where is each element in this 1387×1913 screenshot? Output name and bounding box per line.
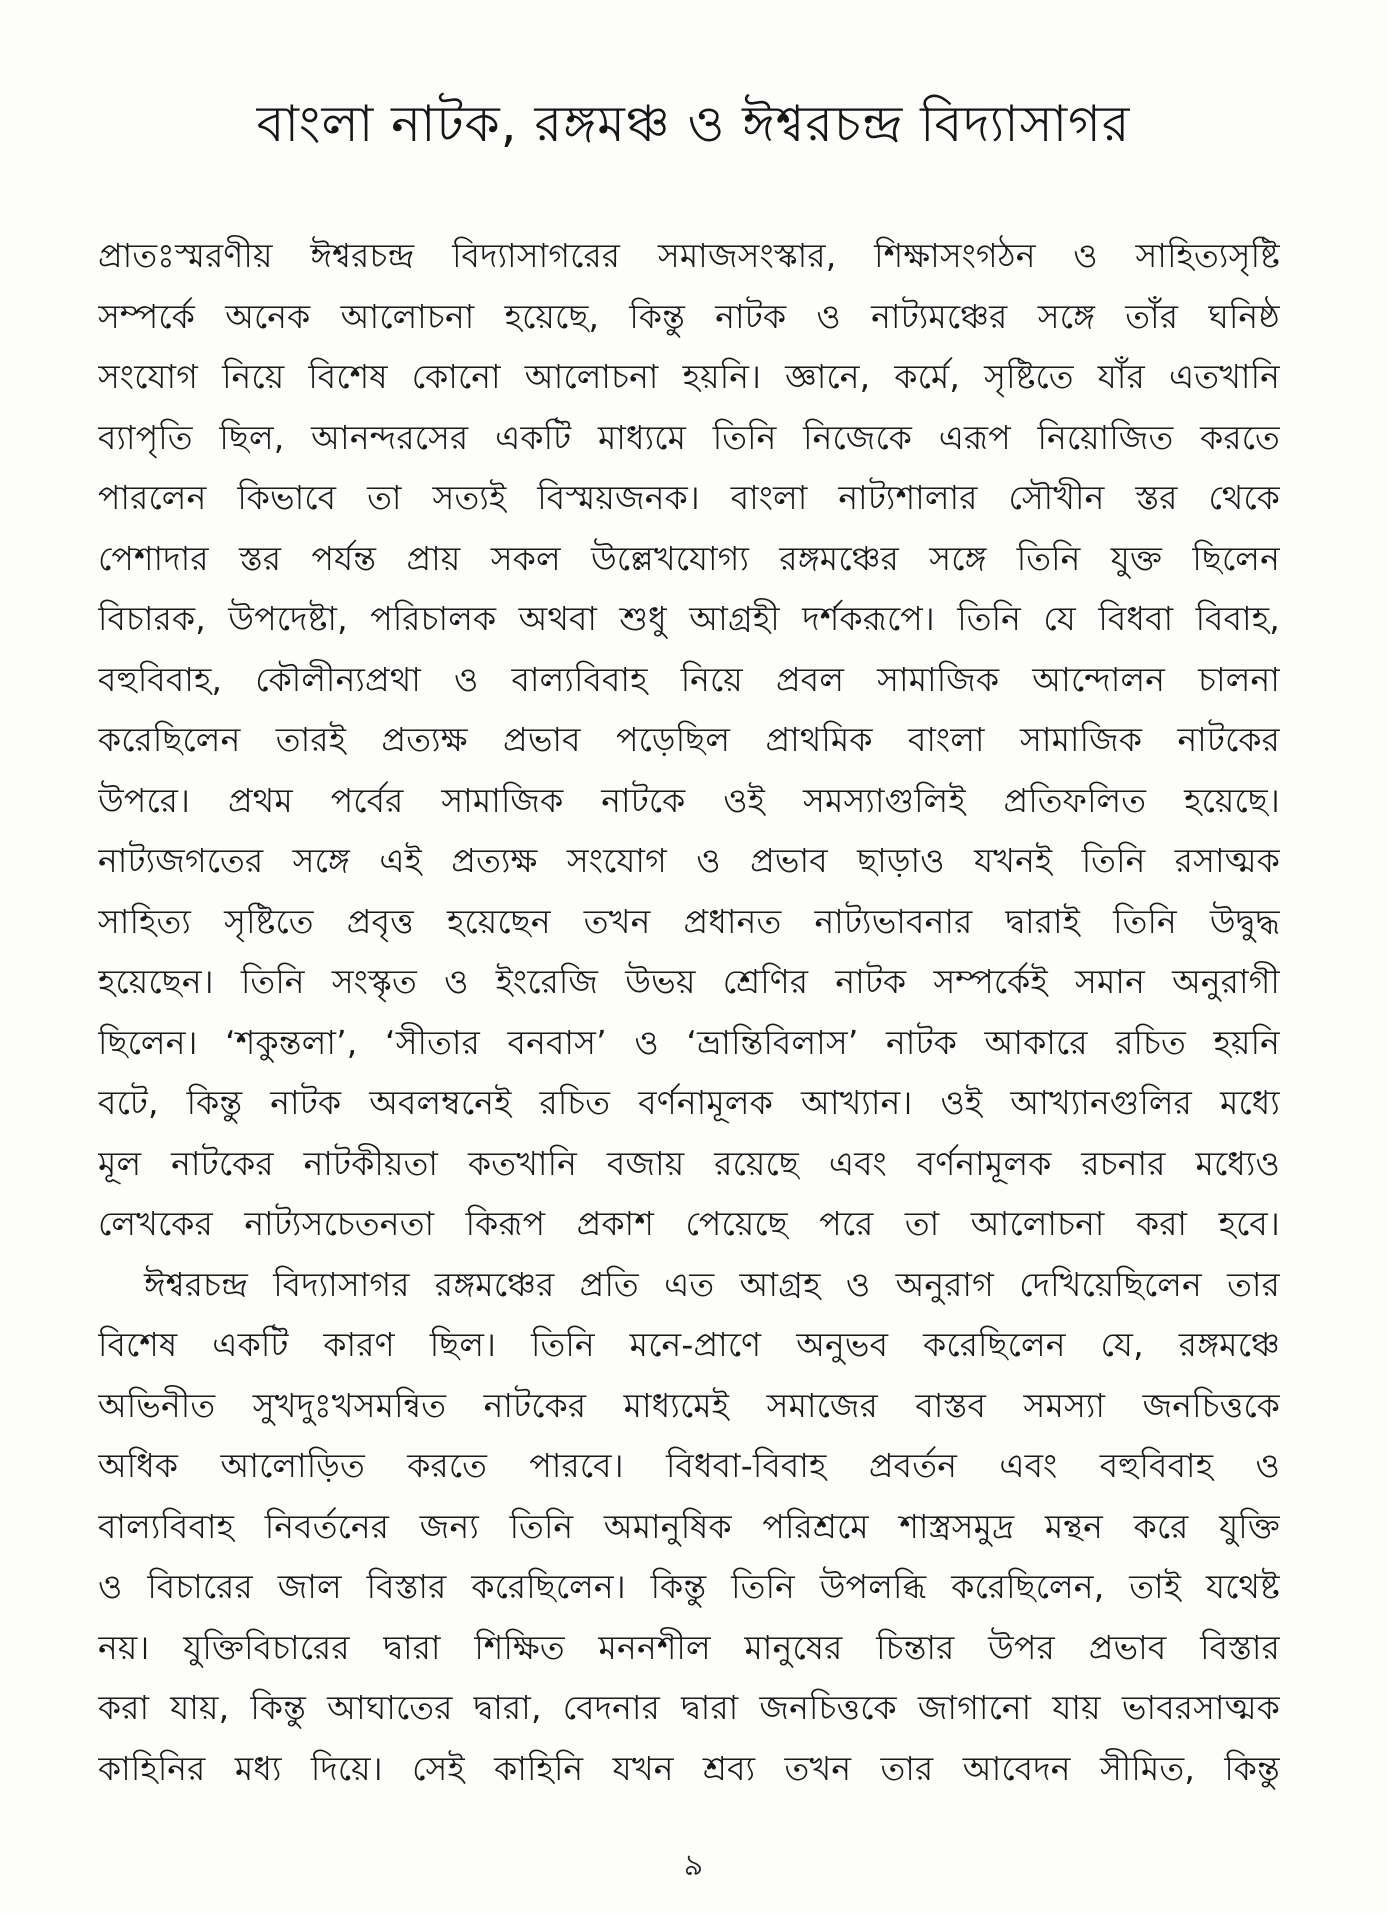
text-line: লেখকের নাট্যসচেতনতা কিরূপ প্রকাশ পেয়েছে পরে তা আলোচনা করা হবে। (98, 1204, 1280, 1243)
text-line: নয়। যুক্তিবিচারের দ্বারা শিক্ষিত মননশীল মানুষের চিন্তার উপর প্রভাব বিস্তার (98, 1627, 1280, 1667)
chapter-title: বাংলা নাটক, রঙ্গমঞ্চ ও ঈশ্বরচন্দ্র বিদ্যাসাগর (256, 95, 1131, 153)
text-line: অভিনীত সুখদুঃখসমন্বিত নাটকের মাধ্যমেই সমাজের বাস্তব সমস্যা জনচিত্তকে (98, 1385, 1280, 1425)
text-line: ছিলেন। ‘শকুন্তলা’, ‘সীতার বনবাস’ ও ‘ভ্রান্তিবিলাস’ নাটক আকারে রচিত হয়নি (98, 1022, 1280, 1062)
text-line: ঈশ্বরচন্দ্র বিদ্যাসাগর রঙ্গমঞ্চের প্রতি এত আগ্রহ ও অনুরাগ দেখিয়েছিলেন তার (144, 1264, 1280, 1304)
text-line: করা যায়, কিন্তু আঘাতের দ্বারা, বেদনার দ্বারা জনচিত্তকে জাগানো যায় ভাবরসাত্মক (98, 1688, 1280, 1727)
text-line: নাট্যজগতের সঙ্গে এই প্রত্যক্ষ সংযোগ ও প্রভাব ছাড়াও যখনই তিনি রসাত্মক (98, 841, 1280, 880)
text-line: পারলেন কিভাবে তা সত্যই বিস্ময়জনক। বাংলা নাট্যশালার সৌখীন স্তর থেকে (98, 478, 1280, 517)
text-line: পেশাদার স্তর পর্যন্ত প্রায় সকল উল্লেখযোগ্য রঙ্গমঞ্চের সঙ্গে তিনি যুক্ত ছিলেন (98, 538, 1280, 578)
text-line: বিশেষ একটি কারণ ছিল। তিনি মনে-প্রাণে অনুভব করেছিলেন যে, রঙ্গমঞ্চে (98, 1325, 1280, 1364)
text-line: মূল নাটকের নাটকীয়তা কতখানি বজায় রয়েছে এবং বর্ণনামূলক রচনার মধ্যেও (98, 1143, 1280, 1183)
text-line: সংযোগ নিয়ে বিশেষ কোনো আলোচনা হয়নি। জ্ঞানে, কর্মে, সৃষ্টিতে যাঁর এতখানি (98, 357, 1280, 396)
text-line: বহুবিবাহ, কৌলীন্যপ্রথা ও বাল্যবিবাহ নিয়ে প্রবল সামাজিক আন্দোলন চালনা (98, 659, 1280, 699)
text-line: ও বিচারের জাল বিস্তার করেছিলেন। কিন্তু তিনি উপলব্ধি করেছিলেন, তাই যথেষ্ট (98, 1567, 1280, 1606)
text-line: সাহিত্য সৃষ্টিতে প্রবৃত্ত হয়েছেন তখন প্রধানত নাট্যভাবনার দ্বারাই তিনি উদ্বুদ্ধ (98, 901, 1280, 941)
text-line: সম্পর্কে অনেক আলোচনা হয়েছে, কিন্তু নাটক ও নাট্যমঞ্চের সঙ্গে তাঁর ঘনিষ্ঠ (98, 296, 1280, 336)
text-line: বাল্যবিবাহ নিবর্তনের জন্য তিনি অমানুষিক পরিশ্রমে শাস্ত্রসমুদ্র মন্থন করে যুক্তি (98, 1506, 1280, 1546)
text-line: অধিক আলোড়িত করতে পারবে। বিধবা-বিবাহ প্রবর্তন এবং বহুবিবাহ ও (98, 1446, 1280, 1485)
text-line: ব্যাপৃতি ছিল, আনন্দরসের একটি মাধ্যমে তিনি নিজেকে এরূপ নিয়োজিত করতে (98, 417, 1280, 457)
body-text (98, 226, 1280, 1799)
text-line: বিচারক, উপদেষ্টা, পরিচালক অথবা শুধু আগ্রহী দর্শকরূপে। তিনি যে বিধবা বিবাহ, (98, 599, 1280, 638)
text-line: উপরে। প্রথম পর্বের সামাজিক নাটকে ওই সমস্যাগুলিই প্রতিফলিত হয়েছে। (98, 780, 1280, 820)
text-line: বটে, কিন্তু নাটক অবলম্বনেই রচিত বর্ণনামূলক আখ্যান। ওই আখ্যানগুলির মধ্যে (98, 1083, 1280, 1122)
text-line: করেছিলেন তারই প্রত্যক্ষ প্রভাব পড়েছিল প্রাথমিক বাংলা সামাজিক নাটকের (98, 720, 1280, 759)
page-number: ৯ (683, 1848, 704, 1883)
text-line: হয়েছেন। তিনি সংস্কৃত ও ইংরেজি উভয় শ্রেণির নাটক সম্পর্কেই সমান অনুরাগী (98, 962, 1280, 1001)
text-line: প্রাতঃস্মরণীয় ঈশ্বরচন্দ্র বিদ্যাসাগরের সমাজসংস্কার, শিক্ষাসংগঠন ও সাহিত্যসৃষ্টি (98, 236, 1280, 275)
text-line: কাহিনির মধ্য দিয়ে। সেই কাহিনি যখন শ্রব্য তখন তার আবেদন সীমিত, কিন্তু (98, 1748, 1280, 1788)
